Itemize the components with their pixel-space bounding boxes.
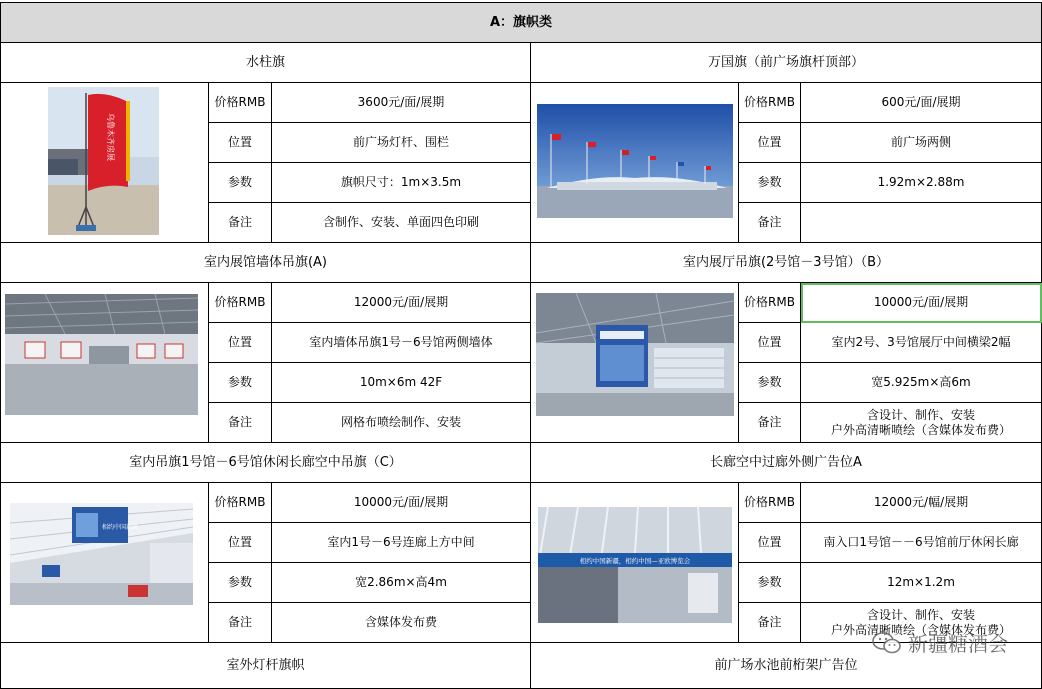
- value-remarks[interactable]: [801, 403, 1042, 443]
- value-price[interactable]: 3600元/面/展期: [272, 83, 531, 123]
- value-location[interactable]: 前广场两侧: [801, 123, 1042, 163]
- label-params[interactable]: 参数: [209, 363, 272, 403]
- water-flag-photo: [48, 87, 159, 235]
- block-title-wall-banner[interactable]: 室内展馆墙体吊旗(A): [0, 243, 531, 283]
- corridor-banner-text: 相约中国新疆，相约中国—亚欧博览会: [579, 557, 691, 565]
- label-location[interactable]: 位置: [209, 523, 272, 563]
- label-params[interactable]: 参数: [739, 163, 801, 203]
- watermark: [872, 628, 1008, 657]
- label-remarks[interactable]: 备注: [739, 203, 801, 243]
- label-params[interactable]: 参数: [209, 163, 272, 203]
- value-params[interactable]: 12m×1.2m: [801, 563, 1042, 603]
- label-location[interactable]: 位置: [739, 523, 801, 563]
- value-price[interactable]: 12000元/幅/展期: [801, 483, 1042, 523]
- label-location[interactable]: 位置: [739, 323, 801, 363]
- block-title-flag-poles[interactable]: 万国旗（前广场旗杆顶部）: [531, 43, 1042, 83]
- value-price-selected-cell[interactable]: 10000元/面/展期: [801, 283, 1042, 323]
- value-location[interactable]: 前广场灯杆、围栏: [272, 123, 531, 163]
- banner-c-text: 相约中国新疆: [102, 524, 139, 531]
- value-price[interactable]: 600元/面/展期: [801, 83, 1042, 123]
- label-remarks[interactable]: 备注: [209, 203, 272, 243]
- remarks-line-1: 含设计、制作、安装: [866, 407, 975, 422]
- block-title-corridor-outer-ad[interactable]: 长廊空中过廊外侧广告位A: [531, 443, 1042, 483]
- value-location[interactable]: 室内2号、3号馆展厅中间横梁2幅: [801, 323, 1042, 363]
- label-remarks[interactable]: 备注: [209, 403, 272, 443]
- wechat-icon: [872, 631, 902, 655]
- corridor-flag-photo: [10, 503, 193, 605]
- value-remarks[interactable]: 含制作、安装、单面四色印刷: [272, 203, 531, 243]
- label-remarks[interactable]: 备注: [739, 603, 801, 643]
- label-params[interactable]: 参数: [739, 563, 801, 603]
- label-remarks[interactable]: 备注: [209, 603, 272, 643]
- value-remarks[interactable]: [801, 203, 1042, 243]
- label-price[interactable]: 价格RMB: [209, 283, 272, 323]
- value-remarks[interactable]: 网格布喷绘制作、安装: [272, 403, 531, 443]
- value-params[interactable]: 旗帜尺寸：1m×3.5m: [272, 163, 531, 203]
- value-params[interactable]: 10m×6m 42F: [272, 363, 531, 403]
- value-price[interactable]: 12000元/面/展期: [272, 283, 531, 323]
- wall-banner-photo: [5, 294, 198, 415]
- hall-banner-photo: [536, 293, 734, 416]
- watermark-text: 新疆糖酒会: [908, 632, 1008, 656]
- value-params[interactable]: 宽5.925m×高6m: [801, 363, 1042, 403]
- label-location[interactable]: 位置: [739, 123, 801, 163]
- section-header[interactable]: A：旗帜类: [0, 2, 1042, 43]
- flag-poles-photo: [537, 104, 733, 218]
- value-remarks[interactable]: 含媒体发布费: [272, 603, 531, 643]
- label-params[interactable]: 参数: [209, 563, 272, 603]
- label-price[interactable]: 价格RMB: [739, 83, 801, 123]
- label-params[interactable]: 参数: [739, 363, 801, 403]
- remarks-line-1: 含设计、制作、安装: [866, 607, 975, 622]
- label-location[interactable]: 位置: [209, 323, 272, 363]
- label-price[interactable]: 价格RMB: [209, 83, 272, 123]
- label-price[interactable]: 价格RMB: [739, 483, 801, 523]
- remarks-line-2: 户外高清晰喷绘（含媒体发布费）: [830, 622, 1011, 637]
- remarks-line-2: 户外高清晰喷绘（含媒体发布费）: [830, 422, 1011, 437]
- value-location[interactable]: 室内墙体吊旗1号－6号馆两侧墙体: [272, 323, 531, 363]
- value-params[interactable]: 1.92m×2.88m: [801, 163, 1042, 203]
- block-title-corridor-hanging-flag[interactable]: 室内吊旗1号馆－6号馆休闲长廊空中吊旗（C）: [0, 443, 531, 483]
- label-price[interactable]: 价格RMB: [209, 483, 272, 523]
- block-title-hall-banner[interactable]: 室内展厅吊旗(2号馆－3号馆）（B）: [531, 243, 1042, 283]
- corridor-ad-photo: [538, 507, 732, 623]
- block-title-water-flag[interactable]: 水柱旗: [0, 43, 531, 83]
- value-location[interactable]: 室内1号－6号连廊上方中间: [272, 523, 531, 563]
- value-price[interactable]: 10000元/面/展期: [272, 483, 531, 523]
- block-title-outdoor-pole-flag[interactable]: 室外灯杆旗帜: [0, 643, 531, 689]
- water-flag-text: 乌鲁木齐房展: [106, 113, 115, 161]
- label-location[interactable]: 位置: [209, 123, 272, 163]
- value-location[interactable]: 南入口1号馆－－6号馆前厅休闲长廊: [801, 523, 1042, 563]
- block-title-truss-ad[interactable]: 前广场水池前桁架广告位: [531, 643, 1042, 689]
- label-remarks[interactable]: 备注: [739, 403, 801, 443]
- label-price[interactable]: 价格RMB: [739, 283, 801, 323]
- value-params[interactable]: 宽2.86m×高4m: [272, 563, 531, 603]
